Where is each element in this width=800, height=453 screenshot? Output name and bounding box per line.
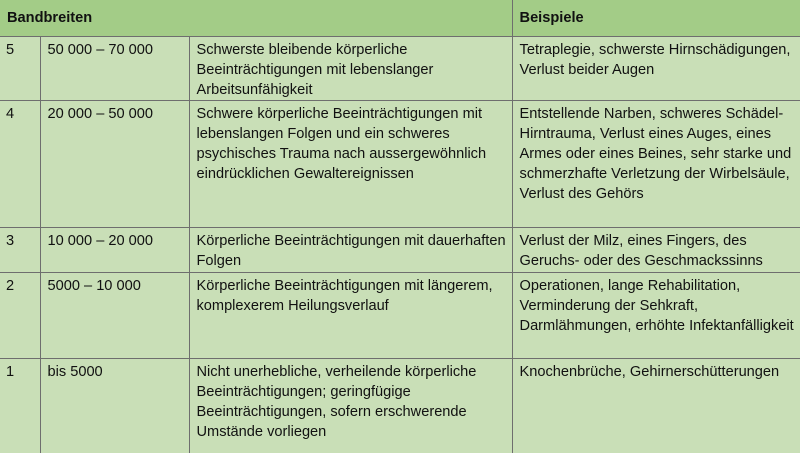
level-cell: 2 [0,272,40,358]
range-cell: 50 000 – 70 000 [40,36,189,100]
table-row [0,100,800,227]
range-cell: 10 000 – 20 000 [40,227,189,272]
header-bandbreiten: Bandbreiten [0,0,512,36]
description-cell: Schwere körperliche Beeinträchtigungen mit lebenslangen Folgen und ein schweres psychisches Trauma nach aussergewöhnlich eindrücklichen Gewaltereignissen [189,100,512,227]
table-row [0,272,800,358]
level-cell: 3 [0,227,40,272]
header-row [0,0,800,36]
examples-cell: Operationen, lange Rehabilitation, Verminderung der Sehkraft, Darmlähmungen, erhöhte Infektanfälligkeit [512,272,800,358]
description-cell: Körperliche Beeinträchtigungen mit längerem, komplexerem Heilungsverlauf [189,272,512,358]
range-cell: 5000 – 10 000 [40,272,189,358]
level-cell: 4 [0,100,40,227]
description-cell: Nicht unerhebliche, verheilende körperliche Beeinträchtigungen; geringfügige Beeinträchtigungen, sofern erschwerende Umstände vorliegen [189,358,512,453]
examples-cell: Tetraplegie, schwerste Hirnschädigungen, Verlust beider Augen [512,36,800,100]
header-beispiele: Beispiele [512,0,800,36]
table-row [0,36,800,100]
examples-cell: Knochenbrüche, Gehirnerschütterungen [512,358,800,453]
range-cell: bis 5000 [40,358,189,453]
examples-cell: Entstellende Narben, schweres Schädel-Hirntrauma, Verlust eines Auges, eines Armes oder eines Beines, sehr starke und schmerzhafte Verletzung der Wirbelsäule, Verlust des Gehörs [512,100,800,227]
level-cell: 5 [0,36,40,100]
description-cell: Körperliche Beeinträchtigungen mit dauerhaften Folgen [189,227,512,272]
table-row [0,227,800,272]
description-cell: Schwerste bleibende körperliche Beeinträchtigungen mit lebenslanger Arbeitsunfähigkeit [189,36,512,100]
examples-cell: Verlust der Milz, eines Fingers, des Geruchs- oder des Geschmackssinns [512,227,800,272]
table-row [0,358,800,453]
range-cell: 20 000 – 50 000 [40,100,189,227]
level-cell: 1 [0,358,40,453]
